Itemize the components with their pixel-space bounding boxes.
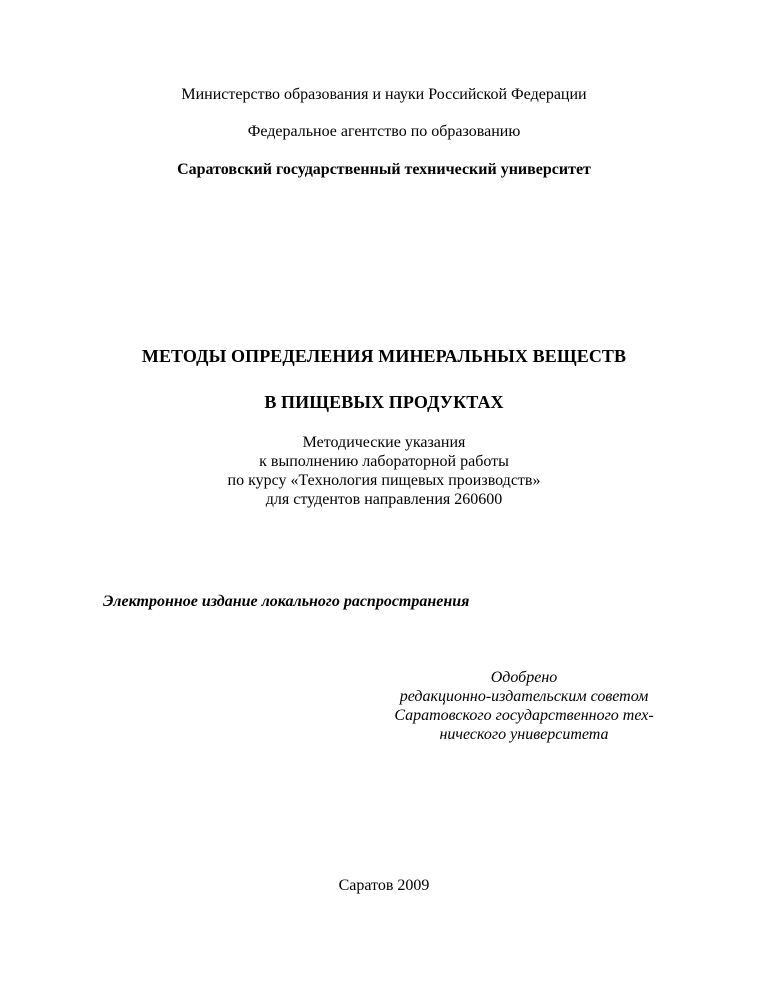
university-line: Саратовский государственный технический университет — [177, 161, 591, 178]
description-line-2: к выполнению лабораторной работы — [259, 453, 509, 470]
approval-line-1: Одобрено — [490, 669, 558, 686]
description-line-3: по курсу «Технология пищевых производств» — [227, 472, 541, 489]
approval-line-2: редакционно-издательским советом — [399, 688, 649, 705]
title-line-1: МЕТОДЫ ОПРЕДЕЛЕНИЯ МИНЕРАЛЬНЫХ ВЕЩЕСТВ — [141, 346, 627, 366]
ministry-line: Министерство образования и науки Российской Федерации — [181, 86, 587, 103]
approval-line-3: Саратовского государственного тех- — [394, 707, 654, 724]
city-year: Саратов 2009 — [338, 877, 430, 894]
title-line-2: В ПИЩЕВЫХ ПРОДУКТАХ — [264, 392, 504, 412]
agency-line: Федеральное агентство по образованию — [247, 123, 521, 140]
description-line-1: Методические указания — [302, 434, 466, 451]
edition-note: Электронное издание локального распространения — [103, 593, 470, 610]
approval-line-4: нического университета — [439, 726, 609, 743]
description-line-4: для студентов направления 260600 — [265, 491, 503, 508]
